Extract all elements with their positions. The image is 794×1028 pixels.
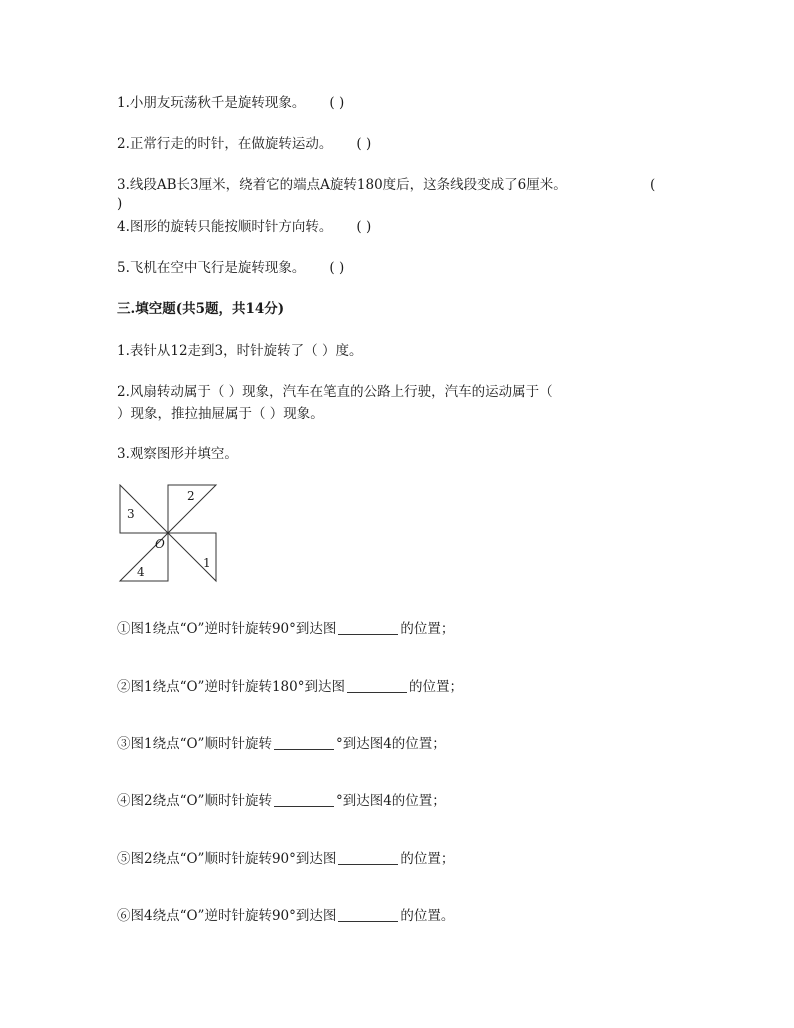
fill-question-3: 3.观察图形并填空。 — [117, 446, 238, 462]
answer-paren: ( ) — [356, 136, 372, 152]
label-3: 3 — [127, 507, 135, 521]
label-1: 1 — [203, 556, 211, 570]
sub-question-4: ④图2绕点“O”顺时针旋转 °到达图4的位置； — [117, 793, 446, 809]
answer-blank[interactable] — [347, 678, 407, 693]
answer-blank[interactable] — [338, 620, 398, 635]
judge-question-3 — [117, 175, 567, 195]
judge-question-2 — [117, 134, 371, 154]
fill-question-2-line-1: 2.风扇转动属于（ ）现象，汽车在笔直的公路上行驶，汽车的运动属于（ — [117, 384, 553, 400]
label-o: O — [155, 537, 165, 551]
question-text: 3.线段AB长3厘米，绕着它的端点A旋转180度后，这条线段变成了6厘米。 — [117, 177, 567, 193]
sub-question-1: ①图1绕点“O”逆时针旋转90°到达图 的位置； — [117, 621, 455, 637]
question-text: 2.正常行走的时针，在做旋转运动。 — [117, 136, 333, 152]
answer-blank[interactable] — [274, 792, 334, 807]
answer-blank[interactable] — [338, 907, 398, 922]
pinwheel-diagram — [117, 484, 221, 584]
label-2: 2 — [187, 489, 195, 503]
sub-question-5: ⑤图2绕点“O”顺时针旋转90°到达图 的位置； — [117, 851, 455, 867]
judge-question-4 — [117, 217, 371, 237]
answer-paren-open: ( — [650, 177, 656, 193]
judge-question-5 — [117, 258, 344, 278]
fill-question-2-line-2: ）现象，推拉抽屉属于（ ）现象。 — [117, 406, 324, 422]
question-text: 4.图形的旋转只能按顺时针方向转。 — [117, 219, 333, 235]
question-text: 1.小朋友玩荡秋千是旋转现象。 — [117, 95, 306, 111]
answer-paren: ( ) — [356, 219, 372, 235]
answer-paren-close: ) — [117, 196, 123, 212]
section-heading: 三.填空题(共5题，共14分) — [117, 301, 285, 317]
pinwheel-figure — [117, 484, 221, 584]
answer-blank[interactable] — [338, 850, 398, 865]
sub-question-6: ⑥图4绕点“O”逆时针旋转90°到达图 的位置。 — [117, 908, 455, 924]
judge-question-1 — [117, 93, 344, 113]
answer-paren: ( ) — [329, 95, 345, 111]
sub-question-3: ③图1绕点“O”顺时针旋转 °到达图4的位置； — [117, 736, 446, 752]
label-4: 4 — [137, 565, 145, 579]
sub-question-2: ②图1绕点“O”逆时针旋转180°到达图 的位置； — [117, 679, 463, 695]
answer-paren: ( ) — [329, 260, 345, 276]
fill-question-1: 1.表针从12走到3，时针旋转了（ ）度。 — [117, 343, 363, 359]
answer-blank[interactable] — [274, 735, 334, 750]
question-text: 5.飞机在空中飞行是旋转现象。 — [117, 260, 306, 276]
